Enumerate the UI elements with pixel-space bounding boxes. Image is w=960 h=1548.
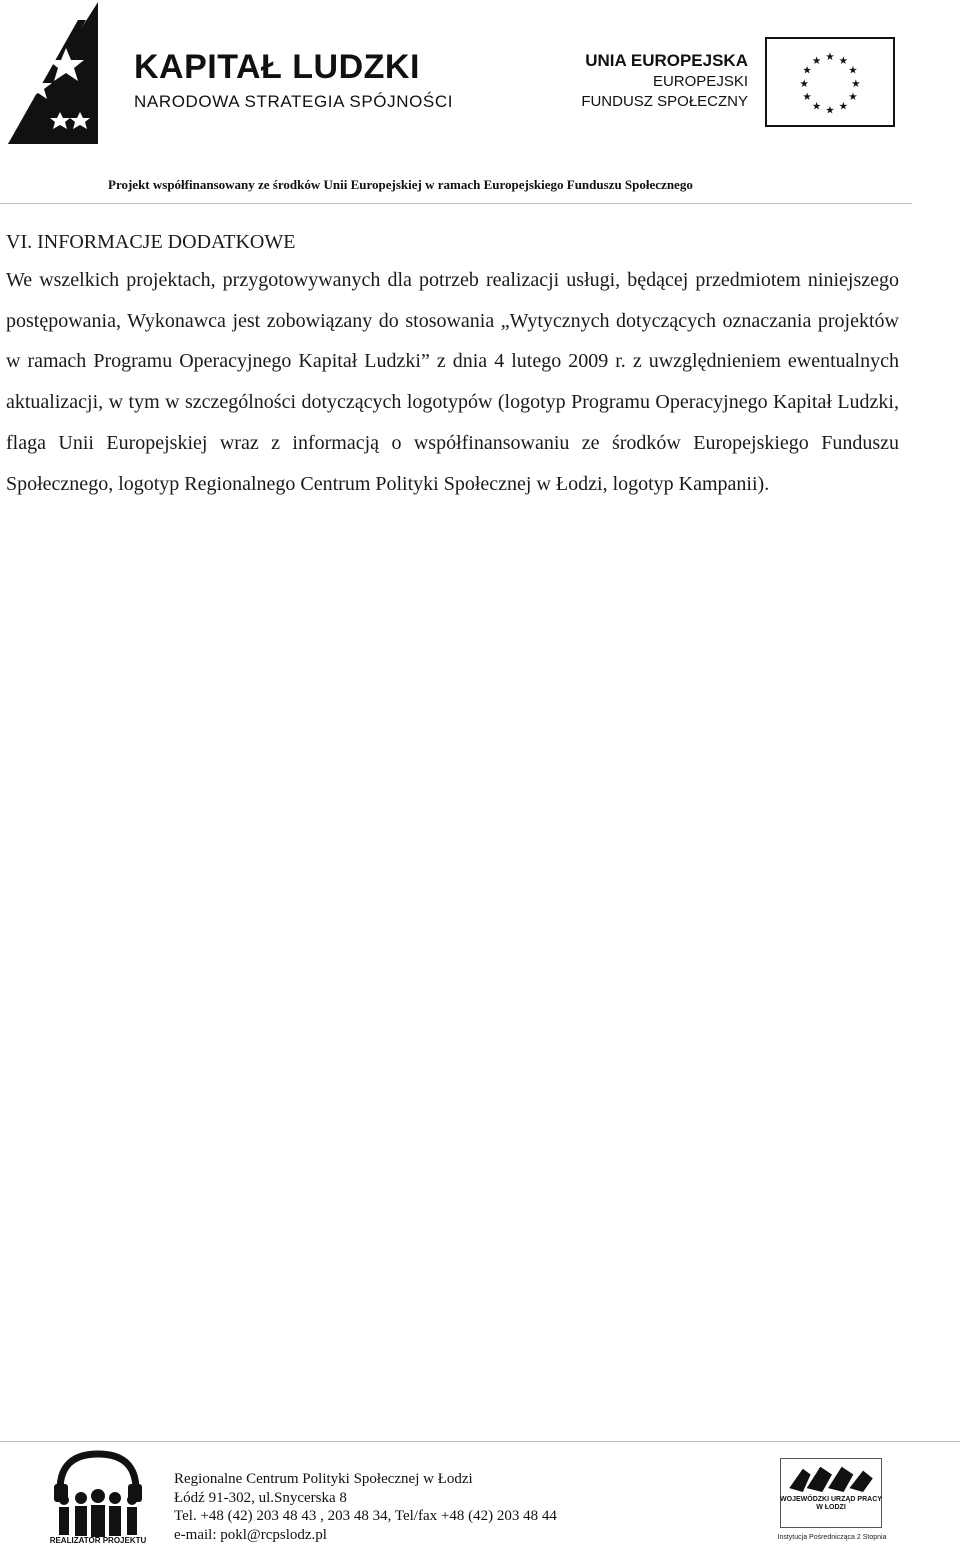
wup-label: WOJEWÓDZKI URZĄD PRACY W ŁODZI xyxy=(780,1496,882,1511)
svg-text:★: ★ xyxy=(851,77,861,90)
people-logo-icon xyxy=(50,1450,146,1546)
footer-phone: Tel. +48 (42) 203 48 43 , 203 48 34, Tel/fax +48 (42) 203 48 44 xyxy=(174,1508,557,1524)
kapital-ludzki-title: KAPITAŁ LUDZKI xyxy=(134,48,420,86)
footer-org-name: Regionalne Centrum Polityki Społecznej w Łodzi xyxy=(174,1471,473,1487)
section-heading: VI. INFORMACJE DODATKOWE xyxy=(6,231,296,253)
svg-text:★: ★ xyxy=(811,100,822,113)
eu-text-block xyxy=(548,50,748,112)
eu-stars-flag-icon xyxy=(765,37,895,127)
kapital-ludzki-subtitle: NARODOWA STRATEGIA SPÓJNOŚCI xyxy=(134,92,454,111)
svg-text:★: ★ xyxy=(825,104,835,117)
body-paragraph: We wszelkich projektach, przygotowywanych dla potrzeb realizacji usługi, będącej przedmiotem niniejszego postępowania, Wykonawca jest zobowiązany do stosowania „Wytycznych dotyczących oznaczania projektów w ramach Programu Operacyjnego Kapitał Ludzki” z dnia 4 lutego 2009 r. z uwzględnieniem ewentualnych aktualizacji, w tym w szczególności dotyczących logotypów (logotyp Programu Operacyjnego Kapitał Ludzki, flaga Unii Europejskiej wraz z informacją o współfinansowaniu ze środków Europejskiego Funduszu Społecznego, logotyp Regionalnego Centrum Polityki Społecznej w Łodzi, logotyp Kampanii). xyxy=(6,269,899,495)
svg-text:★: ★ xyxy=(802,91,812,104)
realizator-label: REALIZATOR PROJEKTU xyxy=(49,1536,147,1545)
eu-line-2: EUROPEJSKI xyxy=(652,73,748,90)
footer-address: Łódź 91-302, ul.Snycerska 8 xyxy=(174,1489,347,1506)
svg-text:★: ★ xyxy=(848,64,858,77)
footer-contact xyxy=(174,1470,557,1544)
header-divider xyxy=(0,203,912,204)
eu-line-3: FUNDUSZ SPOŁECZNY xyxy=(581,93,748,110)
svg-text:★: ★ xyxy=(838,54,849,67)
svg-text:★: ★ xyxy=(838,100,849,113)
svg-text:★: ★ xyxy=(802,64,812,77)
cofinancing-note: Projekt współfinansowany ze środków Unii Europejskiej w ramach Europejskiego Funduszu Społecznego xyxy=(108,177,693,192)
wup-caption: Instytucja Pośrednicząca 2 Stopnia xyxy=(777,1534,887,1541)
svg-text:★: ★ xyxy=(848,91,858,104)
wup-logo-icon xyxy=(780,1458,882,1528)
stars-logo-icon xyxy=(8,2,98,144)
document-body xyxy=(6,224,899,504)
svg-text:★: ★ xyxy=(811,54,822,67)
svg-text:★: ★ xyxy=(825,51,835,64)
eu-line-1: UNIA EUROPEJSKA xyxy=(585,51,748,70)
footer-email: e-mail: pokl@rcpslodz.pl xyxy=(174,1526,327,1543)
svg-text:★: ★ xyxy=(799,77,809,90)
footer-divider xyxy=(0,1441,960,1442)
document-header xyxy=(0,0,960,205)
